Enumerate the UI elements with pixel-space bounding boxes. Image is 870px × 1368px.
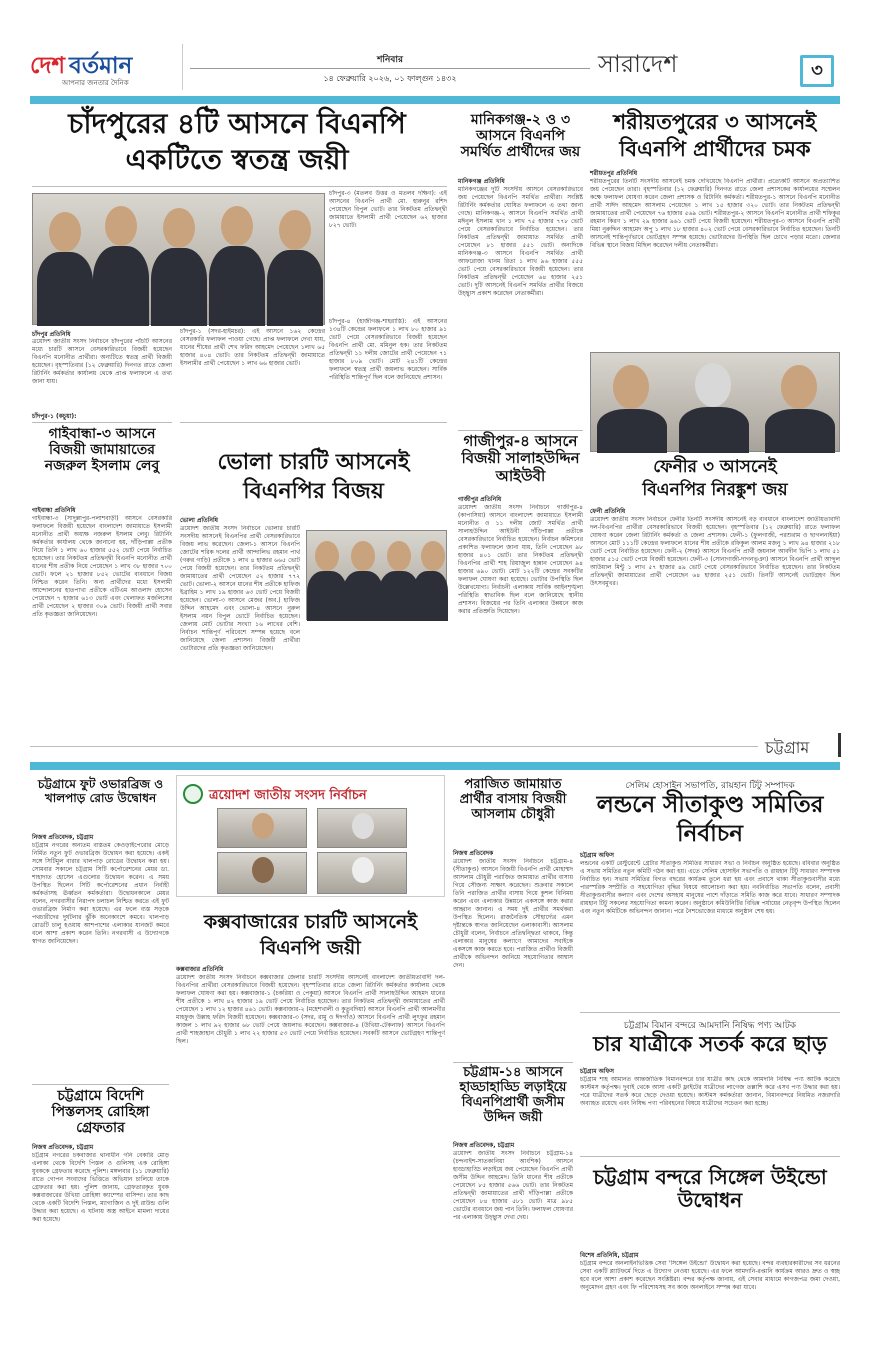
feni-suit-1	[597, 409, 667, 453]
chandpur-col2b: চাঁদপুর-৩ (মতলব উত্তর ও মতলব দক্ষিণ): এই আসনের বিএনপি প্রার্থী মো. হারুনুর রশিদ পেয়েছেন বিপুল ভোট। তার নিকটতম প্রতিদ্বন্দ্বী জামায়াতে ইসলামী প্রার্থী পেয়েছেন ৬২ হাজার ৮২৭ ভোট।	[329, 190, 447, 229]
bhola-body: ত্রয়োদশ জাতীয় সংসদ নির্বাচনে ভোলার চারটি সংসদীয় আসনেই বিএনপির প্রার্থী বেসরকারিভাবে বিজয় লাভ করেছেন। জেলা-১ আসনে বিএনপি জোটের শরিক দলের প্রার্থী আন্দালিভ রহমান পার্থ (গরুর গাড়ি) প্রতীকে ১ লাখ ৪ হাজার ৬৬৫ ভোট পেয়ে বিজয়ী হয়েছেন। তার নিকটতম প্রতিদ্বন্দ্বী জামায়াতের প্রার্থী পেয়েছেন ৫২ হাজার ৭৭২ ভোট। ভোলা-২ আসনে ধানের শীষ প্রতীকে হাফিজ ইব্রাহিম ১ লাখ ১৯ হাজার ৬৩ ভোট পেয়ে বিজয়ী হয়েছেন। ভোলা-৩ আসনে মেজর (অব.) হাফিজ উদ্দিন আহমেদ এবং ভোলা-৪ আসনে নুরুল ইসলাম নয়ন বিপুল ভোটে নির্বাচিত হয়েছেন। জেলায় মোট ভোটার সংখ্যা ১৬ লাখের বেশি। নির্বাচন শান্তিপূর্ণ পরিবেশে সম্পন্ন হয়েছে বলে জানিয়েছে জেলা প্রশাসন। বিজয়ী প্রার্থীরা ভোটারদের প্রতি কৃতজ্ঞতা জানিয়েছেন।	[180, 525, 300, 652]
bhola-suit-4	[413, 571, 448, 621]
coxsbazar-headline[interactable]	[176, 912, 445, 960]
banner-face-4	[352, 857, 374, 883]
rule-port	[580, 1156, 840, 1157]
face-4	[221, 206, 253, 246]
suit-3	[151, 248, 207, 326]
ctg14-headline[interactable]: চট্টগ্রাম-১৪ আসনে হাড্ডাহাড্ডি লড়াইয়ে বিএনপিপ্রার্থী জসীম উদ্দিন জয়ী	[459, 1065, 567, 1125]
flyover-body: চট্টগ্রাম নগরের অন্যতম ব্যস্ততম কেওড়াইপেরোর মোড়ে নির্মিত নতুন ফুট ওভারব্রিজ উদ্বোধন করা হয়েছে। একই সঙ্গে সিটিমুল বারার খালপাড় রোডের উদ্বোধন করা হয়। সোমবার সকালে চট্টগ্রাম সিটি কর্পোরেশনের মেয়র ডা. শাহাদাত হোসেন এগুলোর উদ্বোধন করেন। এ সময় উপস্থিত ছিলেন সিটি কর্পোরেশনের প্রধান নির্বাহী কর্মকর্তাসহ ঊর্ধ্বতন কর্মকর্তারা। উদ্বোধনকালে মেয়র বলেন, নগরবাসীর নিরাপদ চলাচল নিশ্চিত করতে এই ফুট ওভারব্রিজ নির্মাণ করা হয়েছে। এর ফলে ব্যস্ত সড়কে পথচারীদের দুর্ঘটনার ঝুঁকি অনেকাংশে কমবে। খালপাড় রোডটি চালু হওয়ায় আশপাশের এলাকার যানজট কমবে বলে আশা প্রকাশ করেন তিনি। নগরবাসী এ উদ্যোগকে স্বাগত জানিয়েছেন।	[32, 842, 169, 945]
bhola-headline-line1: ভোলা চারটি আসনেই	[217, 450, 410, 475]
banner-photo-1	[217, 808, 307, 848]
feni-face-3	[781, 365, 817, 409]
masthead-day: শনিবার	[377, 55, 403, 65]
masthead-bar	[30, 96, 840, 104]
rule-rohingya	[32, 1084, 169, 1085]
brand-blue: বর্তমান	[69, 53, 133, 79]
bhola-body-cont	[306, 626, 447, 726]
chandpur-col1-sub: চাঁদপুর-১ (কচুয়া):	[32, 413, 77, 420]
chandpur-candidates-photo	[32, 193, 325, 325]
face-3	[163, 208, 195, 248]
feni-face-1	[613, 365, 649, 409]
brand-tagline: আপনার জনতার দৈনিক	[62, 79, 129, 87]
feni-suit-2	[679, 407, 749, 453]
region-marker	[838, 733, 841, 757]
chandpur-col3: চাঁদপুর-৪ (হাজীগঞ্জ-শাহরাস্তি): এই আসনের ১৩৪টি কেন্দ্রের ফলাফলে ১ লাখ ৮০ হাজার ৯১ ভোট পেয়ে বেসরকারিভাবে বিজয়ী হয়েছেন বিএনপি প্রার্থী মো. মমিনুল হক। তার নিকটতম প্রতিদ্বন্দ্বী ১১ দলীয় জোটের প্রার্থী পেয়েছেন ৭১ হাজার ৮০৯ ভোট। মোট ২৪১টি কেন্দ্রের ফলাফলে স্বতন্ত্র প্রার্থী জয়লাভ করেছেন। সার্বিক পরিস্থিতি শান্তিপূর্ণ ছিল বলে জানিয়েছে প্রশাসন।	[329, 318, 447, 381]
airport-byline: চট্টগ্রাম অফিস	[580, 1068, 614, 1075]
section-title: সারাদেশ	[598, 50, 678, 78]
region-bar	[30, 733, 840, 759]
banner-face-2	[352, 813, 374, 839]
jamaat-headline[interactable]: পরাজিত জামায়াত প্রার্থীর বাসায় বিজয়ী আসলাম চৌধুরী	[459, 777, 567, 822]
feni-face-2	[695, 363, 731, 407]
election-banner-title: ত্রয়োদশ জাতীয় সংসদ নির্বাচন	[209, 788, 367, 803]
ctg14-body: ত্রয়োদশ জাতীয় সংসদ নির্বাচনে চট্টগ্রাম-১৪ (চন্দনাইশ-সাতকানিয়া আংশিক) আসনে হাড্ডাহাড্ডি লড়াইয়ে জয় পেয়েছেন বিএনপি প্রার্থী জসীম উদ্দিন আহমেদ। তিনি ধানের শীষ প্রতীকে পেয়েছেন ৮৫ হাজার ৫৬৬ ভোট। তার নিকটতম প্রতিদ্বন্দ্বী জামায়াতের প্রার্থী দাঁড়িপাল্লা প্রতীকে পেয়েছেন ৮৪ হাজার ৫৮১ ভোট। মাত্র ৯৮৫ ভোটের ব্যবধানে জয় পান তিনি। ফলাফল ঘোষণার পর এলাকায় উচ্ছ্বাস দেখা দেয়।	[453, 1150, 573, 1221]
coxsbazar-headline-line1: কক্সবাজারের চারটি আসনেই	[203, 911, 418, 933]
london-headline-line1: লন্ডনে সীতাকুণ্ড সমিতির	[596, 792, 824, 818]
london-headline-line2: নির্বাচন	[677, 821, 743, 848]
coxsbazar-headline-line2: বিএনপি জয়ী	[260, 936, 361, 959]
feni-byline: ফেনী প্রতিনিধি	[590, 508, 626, 515]
chandpur-headline[interactable]	[32, 108, 442, 176]
rule-gaibandha	[32, 422, 172, 423]
port-byline: বিশেষ প্রতিনিধি, চট্টগ্রাম	[580, 1252, 639, 1259]
page-number-box	[800, 55, 834, 87]
election-banner-photos	[217, 808, 407, 894]
feni-candidates-photo	[590, 352, 840, 452]
london-headline[interactable]	[580, 792, 840, 848]
feni-headline-line1: ফেনীর ৩ আসনেই	[653, 457, 777, 477]
london-byline: চট্টগ্রাম অফিস	[580, 852, 614, 859]
rohingya-byline: নিজস্ব প্রতিবেদক, চট্টগ্রাম	[32, 1144, 94, 1151]
rule-airport	[580, 1012, 840, 1013]
port-body: চট্টগ্রাম বন্দরে অনলাইনভিত্তিক সেবা 'সিঙ্গেল উইন্ডো' উদ্বোধন করা হয়েছে। বন্দর ব্যবহারকারীদের সব ধরনের সেবা একটি প্ল্যাটফর্মে দিতে এ উদ্যোগ নেওয়া হয়েছে। এর ফলে আমদানি-রপ্তানি কার্যক্রম আরও দ্রুত ও স্বচ্ছ হবে বলে আশা প্রকাশ করেছেন সংশ্লিষ্টরা। বন্দর কর্তৃপক্ষ জানায়, এই সেবার মাধ্যমে কাগজপত্র জমা দেওয়া, অনুমোদন গ্রহণ এবং ফি পরিশোধসহ সব কাজ অনলাইনে সম্পন্ন করা যাবে।	[580, 1260, 840, 1291]
gaibandha-headline[interactable]: গাইবান্ধা-৩ আসনে বিজয়ী জামায়াতের নজরুল ইসলাম লেবু	[44, 426, 160, 475]
rule-chandpur	[32, 186, 447, 187]
chandpur-col2: চাঁদপুর-১ (সদর-হাইমচর): এই আসনে ১৬২ কেন্দ্রের বেসরকারি ফলাফল পাওয়া গেছে। প্রাপ্ত ফলাফলে দেখা যায়, ধানের শীষের প্রার্থী শেখ ফরিদ আহমেদ পেয়েছেন ১লাখ ৬৫ হাজার ৪০৪ ভোট। তার নিকটতম প্রতিদ্বন্দ্বী জামায়াতে ইসলামীর প্রার্থী পেয়েছেন ১ লাখ ৬৬ হাজার ভোট।	[180, 328, 325, 367]
manikganj-body: মানিকগঞ্জের দুটি সংসদীয় আসনে বেসরকারিভাবে জয় পেয়েছেন বিএনপি সমর্থিত প্রার্থীরা। সংশ্লিষ্ট রিটার্নিং কর্মকর্তার ঘোষিত ফলাফলে এ তথ্য জানা গেছে। মানিকগঞ্জ-২ আসনে বিএনপি সমর্থিত প্রার্থী মঈনুল ইসলাম খান ১ লাখ ৭৫ হাজার ৭৭৮ ভোট পেয়ে বেসরকারিভাবে নির্বাচিত হয়েছেন। তার নিকটতম প্রতিদ্বন্দ্বী জামায়াত সমর্থিত প্রার্থী পেয়েছেন ৮১ হাজার ৫৫১ ভোট। অন্যদিকে মানিকগঞ্জ-৩ আসনে বিএনপি সমর্থিত প্রার্থী আফরোজা খানম রিতা ১ লাখ ৯৬ হাজার ৫৫৫ ভোট পেয়ে বেসরকারিভাবে বিজয়ী হয়েছেন। তার নিকটতম প্রতিদ্বন্দ্বী পেয়েছেন ৬৪ হাজার ২৫১ ভোট। দুটি আসনেই বিএনপি সমর্থিত প্রার্থীর বিজয়ে উচ্ছ্বাস প্রকাশ করেছেন নেতাকর্মীরা।	[458, 186, 583, 297]
flyover-byline: নিজস্ব প্রতিবেদক, চট্টগ্রাম	[32, 834, 94, 841]
face-5	[279, 210, 311, 250]
banner-face-1	[252, 813, 274, 839]
coxsbazar-body: ত্রয়োদশ জাতীয় সংসদ নির্বাচনে কক্সবাজার জেলার চারটি সংসদীয় আসনেই বাংলাদেশ জাতীয়তাবাদী দল-বিএনপির প্রার্থীরা বেসরকারিভাবে বিজয়ী হয়েছেন। বৃহস্পতিবার রাতে জেলা রিটার্নিং কর্মকর্তার কার্যালয় থেকে ফলাফল ঘোষণা করা হয়। কক্সবাজার-১ (চকরিয়া ও পেকুয়া) আসনে বিএনপি প্রার্থী সালাহউদ্দিন আহমদ ধানের শীষ প্রতীকে ১ লাখ ৪২ হাজার ১৯ ভোট পেয়ে নির্বাচিত হয়েছেন। তার নিকটতম প্রতিদ্বন্দ্বী জামায়াতের প্রার্থী পেয়েছেন ১ লাখ ১২ হাজার ৪৬১ ভোট। কক্সবাজার-২ (মহেশখালী ও কুতুবদিয়া) আসনে বিএনপি প্রার্থী আলমগীর মাহফুজ উল্লাহ ফরিদ বিজয়ী হয়েছেন। কক্সবাজার-৩ (সদর, রামু ও ঈদগাঁও) আসনে বিএনপি প্রার্থী লুৎফুর রহমান কাজল ১ লাখ ৯২ হাজার ৬৮ ভোট পেয়ে জয়লাভ করেছেন। কক্সবাজার-৪ (উখিয়া-টেকনাফ) আসনে বিএনপি প্রার্থী শাহজাহান চৌধুরী ১ লাখ ২২ হাজার ৫৩ ভোট পেয়ে নির্বাচিত হয়েছেন। সবকটি আসনে ভোটগ্রহণ শান্তিপূর্ণ ছিল।	[176, 974, 445, 1045]
chandpur-headline-line2: একটিতে স্বতন্ত্র জয়ী	[125, 143, 349, 177]
feni-headline-line2: বিএনপির নিরঙ্কুশ জয়	[642, 479, 788, 500]
ec-logo-icon	[183, 784, 203, 804]
airport-kicker: চট্টগ্রাম বিমান বন্দরে আমদানি নিষিদ্ধ পণ্য আটক	[623, 1021, 797, 1031]
jamaat-byline: নিজস্ব প্রতিবেদক	[453, 850, 494, 857]
rule-gazipur	[458, 430, 583, 431]
masthead-date: ১৪ ফেব্রুয়ারি ২০২৬, ০১ ফাল্গুন ১৪৩২	[323, 74, 457, 83]
bhola-headline[interactable]	[180, 450, 447, 505]
rohingya-body: চট্টগ্রাম নগরের চকবাজার থানাধীন গনি বেকারি মোড় এলাকা থেকে বিদেশি পিস্তল ও গুলিসহ এক রোহিঙ্গা যুবককে গ্রেফতার করেছে পুলিশ। মঙ্গলবার (১১ ফেব্রুয়ারি) রাতে গোপন সংবাদের ভিত্তিতে অভিযান চালিয়ে তাকে গ্রেফতার করা হয়। পুলিশ জানায়, গ্রেফতারকৃত যুবক কক্সবাজারের উখিয়া রোহিঙ্গা ক্যাম্পের বাসিন্দা। তার কাছ থেকে একটি বিদেশি পিস্তল, ম্যাগাজিন ও দুই রাউন্ড গুলি উদ্ধার করা হয়েছে। এ ঘটনায় অস্ত্র আইনে মামলা দায়ের করা হয়েছে।	[32, 1152, 169, 1223]
banner-photo-3	[217, 852, 307, 894]
gaibandha-body: গাইবান্ধা-৩ (সাদুল্লাপুর-পলাশবাড়ী) আসনে বেসরকারি ফলাফলে বিজয়ী হয়েছেন বাংলাদেশ জামায়াতে ইসলামী মনোনীত প্রার্থী অধ্যক্ষ নজরুল ইসলাম লেবু। রিটার্নিং কর্মকর্তার কার্যালয় থেকে জানানো হয়, দাঁড়িপাল্লা প্রতীক নিয়ে তিনি ১ লাখ ৬০ হাজার ৫৫২ ভোট পেয়ে নির্বাচিত হয়েছেন। তার নিকটতম প্রতিদ্বন্দ্বী বিএনপি মনোনীত প্রার্থী ধানের শীষ প্রতীক নিয়ে পেয়েছেন ১ লাখ ৩৮ হাজার ৭০০ ভোট। ফলে ২১ হাজার ৮৫২ ভোটের ব্যবধানে বিজয় নিশ্চিত করেন তিনি। অন্য প্রার্থীদের মধ্যে ইসলামী আন্দোলনের হাতপাখা প্রতীকে এটিএম আওলাদ হোসেন পেয়েছেন ৭ হাজার ৬১৩ ভোট এবং খেলাফত মজলিসের প্রার্থী পেয়েছেন ২ হাজার ৩০৯ ভোট। বিজয়ী প্রার্থী সবার প্রতি কৃতজ্ঞতা জানিয়েছেন।	[32, 515, 172, 618]
ctg14-byline: নিজস্ব প্রতিবেদক, চট্টগ্রাম	[453, 1142, 515, 1149]
banner-photo-4	[317, 852, 407, 894]
shariatpur-headline-line1: শরীয়তপুরের ৩ আসনেই	[613, 110, 817, 134]
date-line	[190, 68, 590, 69]
suit-5	[267, 250, 323, 326]
jamaat-body: ত্রয়োদশ জাতীয় সংসদ নির্বাচনে চট্টগ্রাম-৪ (সীতাকুণ্ড) আসনে বিজয়ী বিএনপি প্রার্থী মোহাম্মদ আসলাম চৌধুরী পরাজিত জামায়াত প্রার্থীর বাসায় গিয়ে সৌজন্য সাক্ষাৎ করেছেন। শুক্রবার সকালে তিনি পরাজিত প্রার্থীর বাসায় গিয়ে কুশল বিনিময় করেন এবং এলাকার উন্নয়নে একসঙ্গে কাজ করার আহ্বান জানান। এ সময় দুই প্রার্থীর সমর্থকরা উপস্থিত ছিলেন। রাজনৈতিক সৌহার্দ্যের এমন দৃষ্টান্তকে স্বাগত জানিয়েছেন এলাকাবাসী। আসলাম চৌধুরী বলেন, নির্বাচনে প্রতিদ্বন্দ্বিতা থাকবে, কিন্তু এলাকার মানুষের কল্যাণে আমাদের সবাইকে একসঙ্গে কাজ করতে হবে। পরাজিত প্রার্থীও বিজয়ী প্রার্থীকে অভিনন্দন জানিয়ে সহযোগিতার আশ্বাস দেন।	[453, 858, 573, 969]
gazipur-headline[interactable]: গাজীপুর-৪ আসনে বিজয়ী সালাহউদ্দিন আইউবী	[461, 432, 580, 485]
airport-headline[interactable]: চার যাত্রীকে সতর্ক করে ছাড়	[593, 1032, 827, 1056]
chandpur-col1: ত্রয়োদশ জাতীয় সংসদ নির্বাচনে চাঁদপুরের পাঁচটি আসনের মধ্যে চারটি আসনে বেসরকারিভাবে বিজয়ী হয়েছেন বিএনপি মনোনীত প্রার্থীরা। অন্যটিতে স্বতন্ত্র প্রার্থী বিজয়ী হয়েছেন। বৃহস্পতিবার (১২ ফেব্রুয়ারি) দিনগত রাতে জেলা রিটার্নিং কর্মকর্তার কার্যালয় থেকে প্রাপ্ত ফলাফলে এ তথ্য জানা যায়।	[32, 338, 172, 385]
shariatpur-headline[interactable]	[590, 110, 840, 161]
bhola-byline: ভোলা প্রতিনিধি	[180, 517, 219, 524]
airport-body: চট্টগ্রাম শাহ আমানত আন্তর্জাতিক বিমানবন্দরে চার যাত্রীর কাছ থেকে আমদানি নিষিদ্ধ পণ্য আটক করেছে কাস্টমস কর্তৃপক্ষ। দুবাই থেকে আসা একটি ফ্লাইটের যাত্রীদের লাগেজ তল্লাশি করে এসব পণ্য উদ্ধার করা হয়। পরে যাত্রীদের সতর্ক করে ছেড়ে দেওয়া হয়েছে। কাস্টমস কর্মকর্তারা জানান, বিমানবন্দরে নিয়মিত নজরদারি অব্যাহত রয়েছে এবং নিষিদ্ধ পণ্য পরিবহনের বিষয়ে যাত্রীদের সচেতন করা হচ্ছে।	[580, 1076, 840, 1107]
masthead	[0, 0, 870, 98]
chandpur-headline-line1: চাঁদপুরের ৪টি আসনে বিএনপি	[68, 107, 406, 140]
suit-1	[37, 252, 93, 326]
brand-red: দেশ	[30, 53, 66, 79]
region-line	[30, 746, 758, 747]
bhola-candidates-photo	[306, 530, 447, 620]
gazipur-byline: গাজীপুর প্রতিনিধি	[458, 496, 502, 503]
bhola-face-4	[421, 541, 445, 571]
region-label: চট্টগ্রাম	[765, 738, 810, 757]
banner-photo-2	[317, 808, 407, 848]
banner-face-3	[252, 857, 274, 883]
bhola-face-2	[351, 541, 375, 571]
shariatpur-body: শরীয়তপুরের তিনটি সংসদীয় আসনেই চমক দেখিয়েছে বিএনপি প্রার্থীরা। প্রত্যেকটি আসনে অপ্রত্যাশিত জয় পেয়েছেন তারা। বৃহস্পতিবার (১২ ফেব্রুয়ারি) দিনগত রাতে জেলা প্রশাসকের কার্যালয়ের সম্মেলন কক্ষে ফলাফল ঘোষণা করেন জেলা প্রশাসক ও রিটার্নিং কর্মকর্তা। শরীয়তপুর-১ আসনে বিএনপি মনোনীত প্রার্থী সাঈদ আহমেদ আসলাম পেয়েছেন ১ লাখ ১৫ হাজার ৩২০ ভোট। তার নিকটতম প্রতিদ্বন্দ্বী জামায়াতের প্রার্থী পেয়েছেন ৭৬ হাজার ৫৬৯ ভোট। শরীয়তপুর-২ আসনে বিএনপি মনোনীত প্রার্থী শফিকুর রহমান কিরণ ১ লাখ ২৯ হাজার ৯৬১ ভোট পেয়ে বিজয়ী হয়েছেন। শরীয়তপুর-৩ আসনে বিএনপি প্রার্থী মিয়া নুরুদ্দিন আহমেদ অপু ১ লাখ ১৮ হাজার ৪০২ ভোট পেয়ে বেসরকারিভাবে নির্বাচিত হয়েছেন। তিনটি আসনেই শান্তিপূর্ণভাবে ভোটগ্রহণ সম্পন্ন হয়েছে। ভোটারদের উপস্থিতি ছিল চোখে পড়ার মতো। জেলার বিভিন্ন স্থানে বিজয় মিছিল করেছেন দলীয় নেতাকর্মীরা।	[590, 178, 840, 249]
feni-body: ত্রয়োদশ জাতীয় সংসদ নির্বাচনে ফেনীর তিনটি সংসদীয় আসনেই বড় ব্যবধানে বাংলাদেশ জাতীয়তাবাদী দল-বিএনপির প্রার্থীরা বেসরকারিভাবে বিজয়ী হয়েছেন। বৃহস্পতিবার (১২ ফেব্রুয়ারি) রাতে ফলাফল ঘোষণা করেন জেলা রিটার্নিং কর্মকর্তা ও জেলা প্রশাসক। ফেনী-১ (ফুলগাজী, পরশুরাম ও ছাগলনাইয়া) আসনে মোট ১১১টি কেন্দ্রের ফলাফলে ধানের শীষ প্রতীকে রফিকুল আলম মজনু ১ লাখ ৯৪ হাজার ২১৮ ভোট পেয়ে নির্বাচিত হয়েছেন। ফেনী-২ (সদর) আসনে বিএনপি প্রার্থী জয়নাল আবদীন ভিপি ১ লাখ ৫১ হাজার ৫১৫ ভোট পেয়ে বিজয়ী হয়েছেন। ফেনী-৩ (সোনাগাজী-দাগনভূঞা) আসনে বিএনপি প্রার্থী আব্দুল আউয়াল মিন্টু ১ লাখ ৫৭ হাজার ৪৯ ভোট পেয়ে বেসরকারিভাবে নির্বাচিত হয়েছেন। তার নিকটতম প্রতিদ্বন্দ্বী জামায়াতের প্রার্থী পেয়েছেন ৬৪ হাজার ২৫১ ভোট। তিনটি আসনেই ভোটগ্রহণ ছিল উৎসবমুখর।	[590, 516, 840, 587]
face-1	[49, 212, 81, 252]
election-banner	[176, 775, 445, 897]
chandpur-byline: চাঁদপুর প্রতিনিধি	[32, 331, 71, 338]
masthead-divider	[182, 44, 183, 90]
london-body: লন্ডনের একটি রেস্টুরেন্টে গ্রেটার সীতাকুণ্ড সমিতির সাধারণ সভা ও নির্বাচন অনুষ্ঠিত হয়েছে। রবিবার অনুষ্ঠিত এ সভায় সমিতির নতুন কমিটি গঠন করা হয়। এতে সেলিম হোসাইন সভাপতি ও রায়হান টিটু সাধারণ সম্পাদক নির্বাচিত হন। সভায় সমিতির বিগত বছরের কার্যক্রম তুলে ধরা হয় এবং প্রবাসে থাকা সীতাকুণ্ডবাসীর মধ্যে পারস্পরিক সম্প্রীতি ও সহযোগিতা বৃদ্ধির বিষয়ে আলোচনা করা হয়। নবনির্বাচিত সভাপতি বলেন, প্রবাসী সীতাকুণ্ডবাসীর কল্যাণ এবং দেশের অসহায় মানুষের পাশে দাঁড়াতে সমিতি কাজ করে যাবে। সাধারণ সম্পাদক রায়হান টিটু সকলের সহযোগিতা কামনা করেন। অনুষ্ঠানে কমিউনিটির বিভিন্ন পর্যায়ের নেতৃবৃন্দ উপস্থিত ছিলেন এবং নতুন কমিটিকে অভিনন্দন জানান। পরে নৈশভোজের মাধ্যমে অনুষ্ঠান শেষ হয়।	[580, 860, 840, 915]
bhola-face-3	[387, 541, 411, 571]
manikganj-byline: মানিকগঞ্জ প্রতিনিধি	[458, 178, 505, 185]
face-2	[105, 206, 137, 246]
rule-ctg14	[453, 1062, 573, 1063]
flyover-headline[interactable]: চট্টগ্রামে ফুট ওভারব্রিজ ও খালপাড় রোড উদ্বোধন	[37, 777, 164, 805]
shariatpur-headline-line2: বিএনপি প্রার্থীদের চমক	[619, 137, 811, 162]
suit-2	[93, 246, 149, 326]
port-headline[interactable]: চট্টগ্রাম বন্দরে সিঙ্গেল উইন্ডো উদ্বোধন	[593, 1165, 827, 1212]
feni-headline[interactable]	[590, 458, 840, 500]
coxsbazar-byline: কক্সবাজার প্রতিনিধি	[176, 966, 224, 973]
suit-4	[209, 246, 265, 326]
gazipur-body: ত্রয়োদশ জাতীয় সংসদ নির্বাচনে গাজীপুর-৪ (কাপাসিয়া) আসনে বাংলাদেশ জামায়াতে ইসলামী মনোনীত ও ১১ দলীয় জোট সমর্থিত প্রার্থী সালাহউদ্দিন আইউবী দাঁড়িপাল্লা প্রতীকে বেসরকারিভাবে নির্বাচিত হয়েছেন। নির্বাচন কমিশনের প্রকাশিত ফলাফলে জানা যায়, তিনি পেয়েছেন ৯৮ হাজার ৪০১ ভোট। তার নিকটতম প্রতিদ্বন্দ্বী বিএনপির প্রার্থী শাহ রিয়াজুল হান্নান পেয়েছেন ৯৪ হাজার ৬৯০ ভোট। মোট ১২২টি কেন্দ্রের সবকটির ফলাফল ঘোষণা করা হয়েছে। ভোটার উপস্থিতি ছিল উল্লেখযোগ্য। নির্বাচনী এলাকায় সার্বিক আইনশৃঙ্খলা পরিস্থিতি স্বাভাবিক ছিল বলে জানিয়েছে স্থানীয় প্রশাসন। বিজয়ের পর তিনি এলাকার উন্নয়নে কাজ করার প্রতিশ্রুতি দিয়েছেন।	[458, 504, 583, 615]
page-number: ৩	[803, 58, 831, 84]
bhola-suit-1	[307, 571, 347, 621]
rohingya-headline[interactable]: চট্টগ্রামে বিদেশি পিস্তলসহ রোহিঙ্গা গ্রেফতার	[51, 1088, 150, 1137]
bhola-face-1	[315, 541, 339, 571]
manikganj-headline[interactable]: মানিকগঞ্জ-২ ও ৩ আসনে বিএনপি সমর্থিত প্রার্থীদের জয়	[460, 112, 581, 161]
gaibandha-byline: গাইবান্ধা প্রতিনিধি	[32, 507, 76, 514]
region-bar-blue	[30, 762, 840, 770]
feni-suit-3	[765, 409, 835, 453]
shariatpur-byline: শরীয়তপুর প্রতিনিধি	[590, 170, 638, 177]
bhola-headline-line2: বিএনপির বিজয়	[243, 479, 384, 505]
london-kicker: সেলিম হোসাইন সভাপতি, রায়হান টিটু সম্পাদক	[625, 781, 795, 791]
rule-bhola	[180, 422, 447, 423]
bhola-suit-2	[343, 571, 383, 621]
